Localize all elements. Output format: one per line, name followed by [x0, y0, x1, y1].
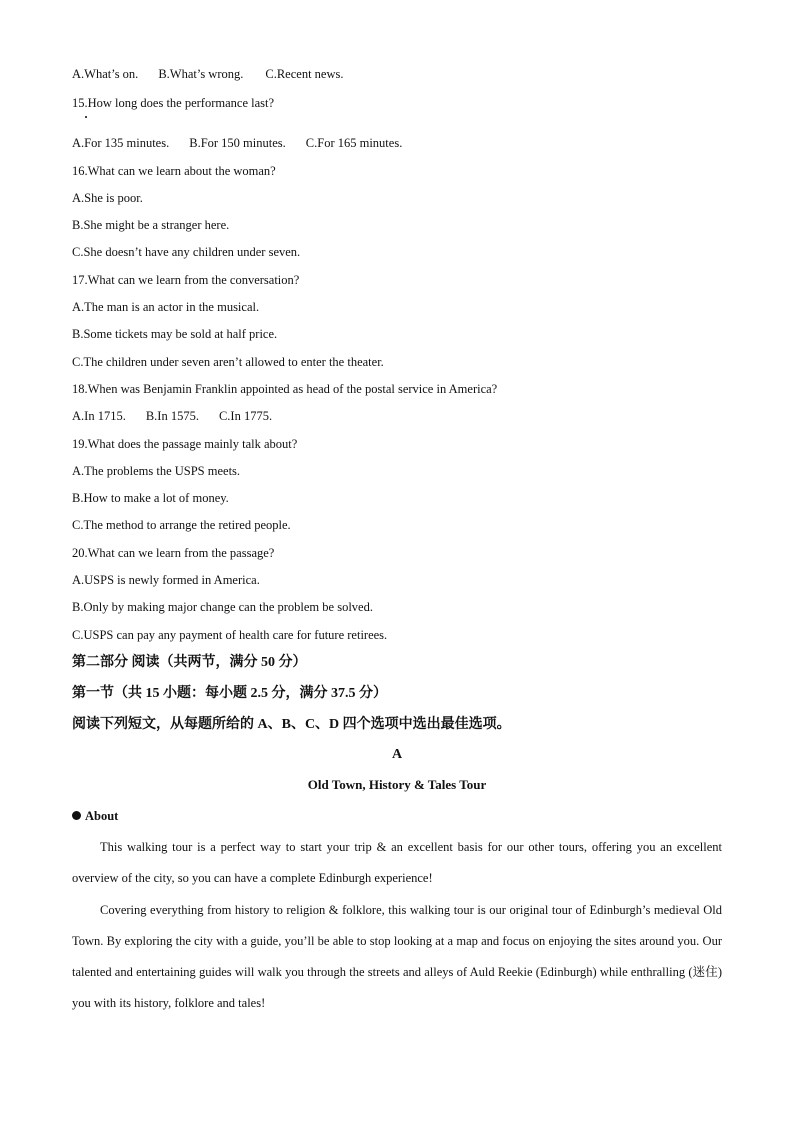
q19-option-c: C.The method to arrange the retired people.	[72, 518, 291, 532]
q18-options	[72, 408, 272, 424]
q20-option-b: B.Only by making major change can the problem be solved.	[72, 600, 373, 614]
q17-option-b: B.Some tickets may be sold at half price.	[72, 327, 278, 341]
option-a: A.For 135 minutes.	[72, 136, 170, 150]
passage-paragraph-1: This walking tour is a perfect way to start your trip & an excellent basis for our other tours, offering you an excellent overview of the city, so you can have a complete Edinburgh experience!	[72, 840, 722, 885]
q20-question: 20.What can we learn from the passage?	[72, 546, 275, 560]
passage-paragraph-2: Covering everything from history to religion & folklore, this walking tour is our original tour of Edinburgh’s medieval Old Town. By exploring the city with a guide, you’ll be able to stop looking at a map and focus on enjoying the sites around you. Our talented and entertaining guides will walk you through the streets and alleys of Auld Reekie (Edinburgh) while enthralling (迷住) you with its history, folklore and tales!	[72, 903, 722, 1010]
q16-option-a: A.She is poor.	[72, 191, 143, 205]
option-b: B.In 1575.	[145, 409, 199, 423]
q20-option-a: A.USPS is newly formed in America.	[72, 573, 260, 587]
q20-option-c: C.USPS can pay any payment of health care for future retirees.	[72, 628, 388, 642]
passage-title: Old Town, History & Tales Tour	[307, 777, 487, 792]
about-label: About	[85, 809, 119, 823]
q16-option-c: C.She doesn’t have any children under seven.	[72, 245, 301, 259]
q16-question: 16.What can we learn about the woman?	[72, 164, 276, 178]
q19-option-a: A.The problems the USPS meets.	[72, 464, 241, 478]
bullet-icon	[72, 811, 81, 820]
instruction: 阅读下列短文，从每题所给的 A、B、C、D 四个选项中选出最佳选项。	[72, 717, 511, 732]
about-heading	[72, 808, 118, 824]
passage-letter: A	[391, 747, 403, 762]
option-c: C.Recent news.	[265, 67, 344, 81]
option-b: B.What’s wrong.	[158, 67, 244, 81]
option-b: B.For 150 minutes.	[189, 136, 286, 150]
section-one-heading: 第一节（共 15 小题：每小题 2.5 分，满分 37.5 分）	[72, 686, 387, 701]
q17-option-c: C.The children under seven aren’t allowed to enter the theater.	[72, 355, 384, 369]
option-a: A.In 1715.	[72, 409, 126, 423]
q18-question: 18.When was Benjamin Franklin appointed as head of the postal service in America?	[72, 382, 498, 396]
q19-question: 19.What does the passage mainly talk about?	[72, 437, 298, 451]
q19-option-b: B.How to make a lot of money.	[72, 491, 229, 505]
q15-question: 15.How long does the performance last?	[72, 96, 275, 110]
option-c: C.In 1775.	[218, 409, 273, 423]
q17-option-a: A.The man is an actor in the musical.	[72, 300, 260, 314]
q16-option-b: B.She might be a stranger here.	[72, 218, 230, 232]
q17-question: 17.What can we learn from the conversation?	[72, 273, 300, 287]
part-two-heading: 第二部分 阅读（共两节，满分 50 分）	[72, 655, 307, 670]
option-c: C.For 165 minutes.	[305, 136, 403, 150]
q14-options	[72, 66, 343, 82]
q15-options	[72, 135, 402, 151]
stray-mark	[85, 116, 87, 118]
option-a: A.What’s on.	[72, 67, 139, 81]
